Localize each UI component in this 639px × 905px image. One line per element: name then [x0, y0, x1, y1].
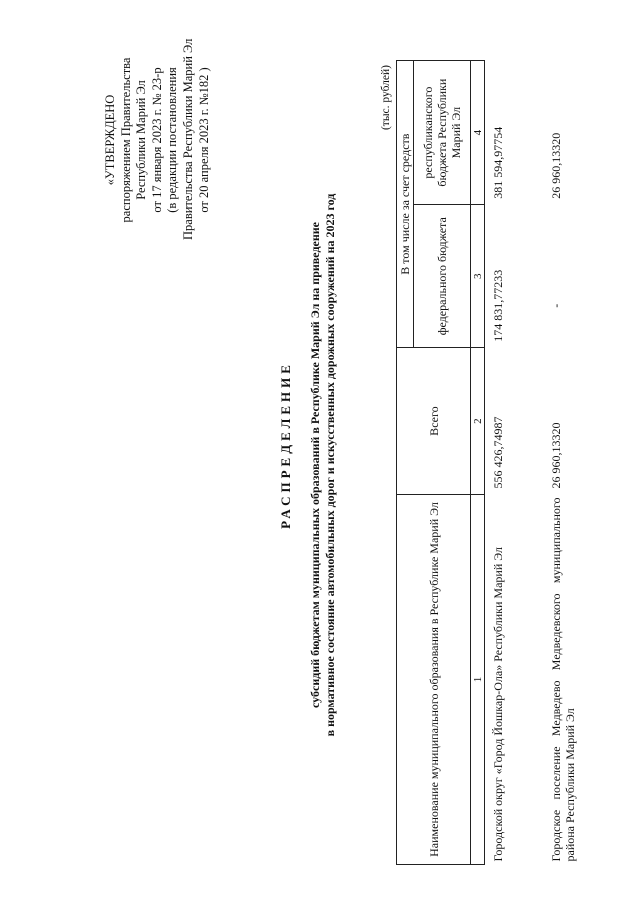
- approval-line: Республики Марий Эл: [134, 80, 149, 200]
- header-federal: федерального бюджета: [414, 205, 471, 348]
- column-number: 1: [471, 494, 485, 864]
- approval-line: (в редакции постановления: [165, 67, 180, 213]
- row-republic: 26 960,13320: [549, 132, 563, 199]
- table-row: [485, 61, 544, 865]
- column-number: 2: [471, 348, 485, 495]
- subtitle-line-2: в нормативное состояние автомобильных дорог и искусственных дорожных сооружений на 2023 год: [323, 193, 337, 737]
- header-group: В том числе за счет средств: [397, 61, 414, 348]
- units-label: (тыс. рублей): [380, 65, 392, 131]
- approval-line: от 17 января 2023 г. № 23-р: [149, 67, 164, 213]
- approval-line: от 20 апреля 2023 г. №182 ): [196, 67, 211, 213]
- row-federal: 174 831,77233: [491, 269, 505, 342]
- approval-line: «УТВЕРЖДЕНО: [103, 94, 117, 186]
- header-name: Наименование муниципального образования в Республике Марий Эл: [397, 494, 471, 864]
- row-federal: -: [549, 303, 563, 308]
- document-subtitle: [308, 65, 338, 865]
- approval-line: распоряжением Правительства: [118, 57, 133, 223]
- row-name: Городской округ «Город Йошкар-Ола» Республики Марий Эл: [491, 547, 505, 862]
- table-row: [543, 61, 599, 865]
- column-number: 3: [471, 205, 485, 348]
- row-total: 26 960,13320: [549, 422, 563, 489]
- row-name: Городское поселение Медведево Медведевского муниципального района Республики Марий Эл: [549, 497, 577, 862]
- row-republic: 381 594,97754: [491, 126, 505, 199]
- header-republic: республиканского бюджета Республики Марий Эл: [414, 61, 471, 205]
- approval-block: [103, 40, 212, 240]
- header-total: Всего: [397, 348, 471, 495]
- approval-line: Правительства Республики Марий Эл: [180, 38, 195, 240]
- document-title: РАСПРЕДЕЛЕНИЕ: [278, 361, 293, 529]
- distribution-table: [396, 60, 599, 865]
- subtitle-line-1: субсидий бюджетам муниципальных образований в Республике Марий Эл на приведение: [308, 222, 322, 708]
- column-number: 4: [471, 61, 485, 205]
- row-total: 556 426,74987: [491, 416, 505, 489]
